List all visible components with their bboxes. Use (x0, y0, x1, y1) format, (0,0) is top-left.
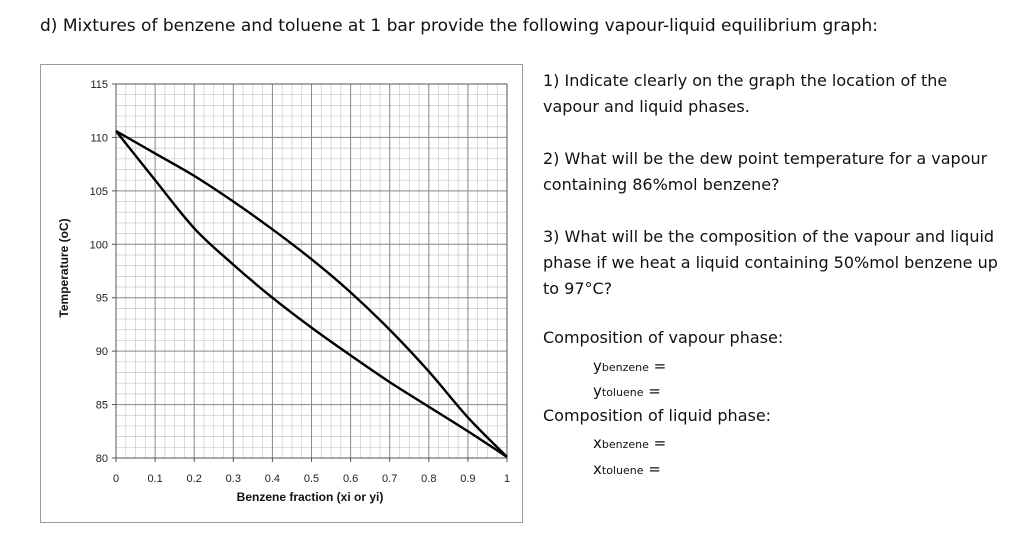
question-3: 3) What will be the composition of the vapour and liquid phase if we heat a liquid containing 50%mol benzene up to 97°C? (543, 227, 998, 298)
question-2: 2) What will be the dew point temperature for a vapour containing 86%mol benzene? (543, 149, 988, 194)
x-axis-title: Benzene fraction (xi or yi) (236, 490, 384, 504)
y-tick-label: 115 (90, 79, 108, 91)
x-tick-label: 0.9 (460, 473, 476, 485)
y-tick-label: 90 (95, 346, 108, 359)
x-tick-label: 0.3 (225, 473, 241, 485)
y-toluene-label: ytoluene = (593, 382, 661, 400)
x-tick-label: 0.8 (421, 473, 437, 485)
x-tick-label: 0.4 (264, 473, 281, 485)
vle-chart-container (40, 64, 523, 523)
liquid-composition-label: Composition of liquid phase: (543, 406, 772, 425)
x-tick-label: 0.2 (186, 473, 202, 485)
vle-chart (41, 65, 524, 524)
y-benzene-label: ybenzene = (593, 357, 667, 375)
x-toluene-label: xtoluene = (593, 460, 661, 478)
question-1: 1) Indicate clearly on the graph the location of the vapour and liquid phases. (543, 71, 948, 116)
x-tick-label: 0.5 (303, 473, 320, 485)
vapour-composition-label: Composition of vapour phase: (543, 328, 784, 347)
y-tick-label: 80 (95, 453, 108, 465)
y-tick-label: 85 (95, 399, 108, 412)
y-tick-label: 100 (89, 239, 108, 252)
question-header: d) Mixtures of benzene and toluene at 1 bar provide the following vapour-liquid equilibrium graph: (40, 16, 878, 36)
x-tick-label: 0.1 (147, 473, 163, 485)
y-tick-label: 105 (89, 185, 108, 198)
x-tick-label: 1 (503, 473, 511, 485)
y-tick-label: 95 (95, 292, 108, 305)
x-tick-label: 0 (112, 473, 120, 485)
x-tick-label: 0.7 (382, 473, 398, 485)
x-benzene-label: xbenzene = (593, 434, 667, 452)
y-axis-title: Temperature (oC) (57, 218, 71, 318)
x-tick-label: 0.6 (342, 473, 359, 485)
y-tick-label: 110 (90, 132, 108, 145)
